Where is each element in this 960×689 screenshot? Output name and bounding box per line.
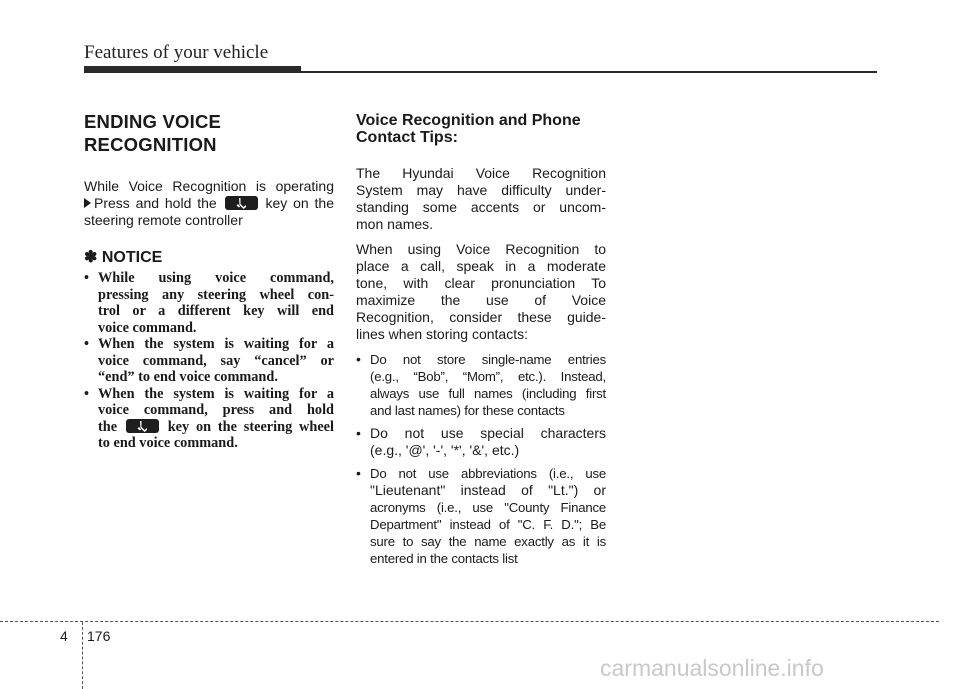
tip-line: and last names) for these contacts — [370, 403, 565, 418]
page-number: 176 — [87, 628, 111, 644]
voice-recognition-key-icon — [225, 196, 258, 210]
para-line: place a call, speak in a moderate — [356, 258, 606, 274]
tip-line: (e.g., “Bob”, “Mom”, etc.). Instead, — [370, 369, 606, 384]
para-line: Recognition, consider these guide- — [356, 309, 606, 325]
notice-line: When the system is waiting for a — [98, 336, 334, 352]
notice-line: trol or a different key will end — [98, 303, 334, 319]
bullet: • — [84, 385, 90, 402]
notice-item — [84, 270, 334, 336]
footer-rule — [0, 621, 939, 622]
notice-list — [84, 270, 334, 452]
notice-item — [84, 386, 334, 452]
usage-paragraph — [356, 241, 606, 343]
tip-item — [356, 425, 606, 459]
para-line: steering remote controller — [84, 212, 243, 228]
bullet: • — [356, 425, 361, 441]
notice-text: the — [98, 418, 118, 435]
heading-line-1: ENDING VOICE — [84, 111, 222, 132]
bullet: • — [356, 465, 361, 481]
ending-instructions — [84, 178, 334, 229]
right-column — [356, 112, 606, 573]
left-column — [84, 110, 334, 452]
notice-symbol-icon: ✽ — [84, 249, 98, 266]
heading-line-1: Voice Recognition and Phone — [356, 112, 581, 129]
notice-line: “end” to end voice command. — [98, 369, 278, 385]
tip-line: acronyms (i.e., use "County Finance — [370, 500, 606, 515]
notice-title-text: NOTICE — [101, 249, 163, 266]
section-heading — [84, 110, 334, 156]
header-title: Features of your vehicle — [84, 42, 269, 63]
notice-item — [84, 336, 334, 386]
tip-line: Department" instead of "C. F. D."; Be — [370, 517, 606, 532]
para-line: While Voice Recognition is operating — [84, 178, 334, 194]
bullet: • — [356, 351, 361, 367]
para-text: Press and hold the — [94, 195, 217, 211]
tip-line: always use full names (including first — [370, 386, 606, 401]
triangle-right-icon — [84, 198, 91, 208]
para-text: key on the — [265, 195, 334, 211]
notice-line — [98, 419, 334, 436]
voice-recognition-key-icon — [126, 419, 159, 433]
tip-line: sure to say the name exactly as it is — [370, 534, 606, 549]
tip-line: "Lieutenant" instead of "Lt.") or — [370, 482, 606, 498]
para-line — [84, 195, 334, 212]
notice-line: pressing any steering wheel con- — [98, 286, 334, 303]
tip-line: Do not use abbreviations (i.e., use — [370, 466, 606, 481]
heading-line-2: Contact Tips: — [356, 129, 458, 146]
para-line: lines when storing contacts: — [356, 326, 528, 342]
notice-text: key on the steering wheel — [167, 418, 334, 435]
bullet: • — [84, 270, 90, 286]
notice-line: voice command, press and hold — [98, 402, 334, 418]
header-rule-thin — [84, 71, 877, 73]
notice-line: voice command. — [98, 319, 197, 336]
para-line: System may have difficulty under- — [356, 182, 606, 198]
para-line: mon names. — [356, 216, 434, 232]
notice-line: While using voice command, — [98, 270, 334, 286]
para-line: tone, with clear pronunciation To — [356, 275, 606, 291]
notice-line: voice command, say “cancel” or — [98, 352, 334, 369]
tips-list — [356, 351, 606, 567]
tip-item — [356, 465, 606, 567]
para-line: The Hyundai Voice Recognition — [356, 165, 606, 181]
bullet: • — [84, 336, 90, 352]
tips-heading — [356, 112, 606, 146]
chapter-number: 4 — [60, 628, 68, 644]
tip-line: (e.g., '@', '-', '*', '&', etc.) — [370, 442, 520, 458]
tip-line: entered in the contacts list — [370, 551, 518, 566]
tip-line: Do not store single-name entries — [370, 352, 606, 367]
para-line: maximize the use of Voice — [356, 292, 606, 308]
para-line: When using Voice Recognition to — [356, 241, 606, 257]
tip-line: Do not use special characters — [370, 425, 606, 441]
tip-item — [356, 351, 606, 419]
notice-line: When the system is waiting for a — [98, 385, 334, 402]
intro-paragraph — [356, 165, 606, 233]
notice-title — [84, 247, 334, 267]
footer-divider — [82, 622, 83, 689]
notice-line: to end voice command. — [98, 435, 238, 451]
heading-line-2: RECOGNITION — [84, 134, 217, 155]
watermark: carmanualsonline.info — [600, 655, 824, 681]
para-line: standing some accents or uncom- — [356, 199, 606, 215]
